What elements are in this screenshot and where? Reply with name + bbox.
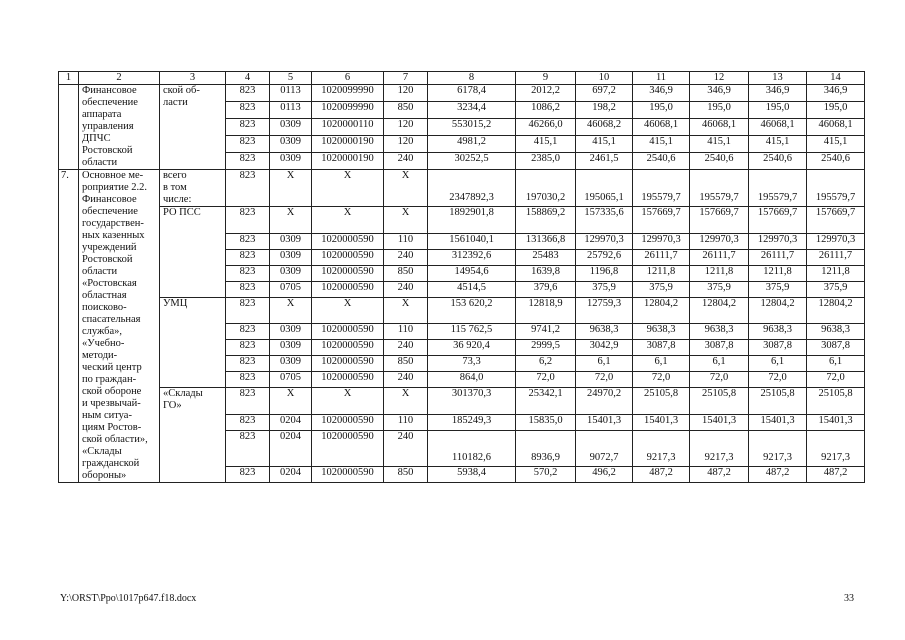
amount-2023-cell: 157669,7 bbox=[749, 207, 807, 234]
amount-2021-cell: 26111,7 bbox=[633, 249, 690, 265]
amount-2024-cell: 415,1 bbox=[807, 136, 865, 153]
column-number-header: 3 bbox=[160, 72, 226, 85]
ministry-code-cell: 823 bbox=[226, 136, 270, 153]
column-number-header: 13 bbox=[749, 72, 807, 85]
amount-2024-cell: 72,0 bbox=[807, 372, 865, 388]
page-number: 33 bbox=[844, 593, 854, 604]
amount-2022-cell: 1211,8 bbox=[690, 265, 749, 281]
total-amount-cell: 6178,4 bbox=[428, 85, 516, 102]
ministry-code-cell: 823 bbox=[226, 297, 270, 324]
amount-2024-cell: 46068,1 bbox=[807, 119, 865, 136]
amount-2021-cell: 375,9 bbox=[633, 281, 690, 297]
expense-type-cell: 240 bbox=[384, 153, 428, 170]
expense-type-cell: 120 bbox=[384, 136, 428, 153]
target-article-cell: 1020000590 bbox=[312, 233, 384, 249]
ministry-code-cell: 823 bbox=[226, 356, 270, 372]
expense-type-cell: 240 bbox=[384, 281, 428, 297]
total-amount-cell: 36 920,4 bbox=[428, 340, 516, 356]
amount-2020-cell: 1196,8 bbox=[576, 265, 633, 281]
total-amount-cell: 153 620,2 bbox=[428, 297, 516, 324]
total-amount-cell: 5938,4 bbox=[428, 467, 516, 483]
column-number-header: 8 bbox=[428, 72, 516, 85]
ministry-code-cell: 823 bbox=[226, 281, 270, 297]
executor-cell bbox=[160, 388, 226, 483]
amount-2022-cell: 46068,1 bbox=[690, 119, 749, 136]
column-number-header: 6 bbox=[312, 72, 384, 85]
expense-type-cell: 110 bbox=[384, 324, 428, 340]
amount-2019-cell: 6,2 bbox=[516, 356, 576, 372]
section-code-cell: 0204 bbox=[270, 467, 312, 483]
measure-name-line: государствен- bbox=[82, 218, 144, 229]
amount-2023-cell: 46068,1 bbox=[749, 119, 807, 136]
measure-name-line: Финансовое bbox=[82, 194, 137, 205]
expense-type-cell: Х bbox=[384, 170, 428, 207]
measure-name-line: аппарата bbox=[82, 109, 122, 120]
ministry-code-cell: 823 bbox=[226, 388, 270, 415]
column-number-header: 10 bbox=[576, 72, 633, 85]
section-code-cell: Х bbox=[270, 170, 312, 207]
section-code-cell: Х bbox=[270, 388, 312, 415]
amount-2020-cell: 2461,5 bbox=[576, 153, 633, 170]
amount-2023-cell: 195,0 bbox=[749, 102, 807, 119]
amount-2023-cell: 415,1 bbox=[749, 136, 807, 153]
measure-name-line: обороны» bbox=[82, 470, 127, 481]
executor-line: РО ПСС bbox=[163, 207, 201, 218]
amount-2021-cell: 1211,8 bbox=[633, 265, 690, 281]
measure-name-line: по граждан- bbox=[82, 374, 137, 385]
target-article-cell: Х bbox=[312, 170, 384, 207]
section-code-cell: Х bbox=[270, 207, 312, 234]
expense-type-cell: 110 bbox=[384, 415, 428, 431]
executor-line: ласти bbox=[163, 97, 188, 108]
amount-2019-cell: 9741,2 bbox=[516, 324, 576, 340]
ministry-code-cell: 823 bbox=[226, 85, 270, 102]
section-code-cell: 0309 bbox=[270, 324, 312, 340]
target-article-cell: Х bbox=[312, 207, 384, 234]
expense-type-cell: Х bbox=[384, 388, 428, 415]
executor-line: «Склады bbox=[163, 388, 203, 400]
table-row bbox=[59, 297, 865, 324]
measure-name-line: спасательная bbox=[82, 314, 141, 325]
amount-2019-cell: 46266,0 bbox=[516, 119, 576, 136]
amount-2024-cell: 129970,3 bbox=[807, 233, 865, 249]
amount-2024-cell: 1211,8 bbox=[807, 265, 865, 281]
target-article-cell: 1020000590 bbox=[312, 249, 384, 265]
expense-type-cell: Х bbox=[384, 297, 428, 324]
total-amount-cell: 110182,6 bbox=[428, 431, 516, 467]
amount-2022-cell: 25105,8 bbox=[690, 388, 749, 415]
amount-2024-cell: 15401,3 bbox=[807, 415, 865, 431]
total-amount-cell: 3234,4 bbox=[428, 102, 516, 119]
measure-name-line: обеспечение bbox=[82, 206, 138, 217]
executor-cell bbox=[160, 207, 226, 298]
ministry-code-cell: 823 bbox=[226, 324, 270, 340]
amount-2023-cell: 12804,2 bbox=[749, 297, 807, 324]
amount-2024-cell: 2540,6 bbox=[807, 153, 865, 170]
amount-2019-cell: 15835,0 bbox=[516, 415, 576, 431]
executor-line: числе: bbox=[163, 194, 192, 205]
amount-2020-cell: 415,1 bbox=[576, 136, 633, 153]
executor-cell bbox=[160, 297, 226, 388]
measure-name-line: «Ростовская bbox=[82, 278, 137, 289]
measure-name-line: области bbox=[82, 157, 118, 168]
column-number-header: 14 bbox=[807, 72, 865, 85]
target-article-cell: 1020000190 bbox=[312, 153, 384, 170]
ministry-code-cell: 823 bbox=[226, 340, 270, 356]
amount-2024-cell: 157669,7 bbox=[807, 207, 865, 234]
section-code-cell: 0309 bbox=[270, 249, 312, 265]
amount-2021-cell: 9217,3 bbox=[633, 431, 690, 467]
amount-2024-cell: 195,0 bbox=[807, 102, 865, 119]
amount-2022-cell: 195579,7 bbox=[690, 170, 749, 207]
column-number-header: 9 bbox=[516, 72, 576, 85]
amount-2019-cell: 158869,2 bbox=[516, 207, 576, 234]
total-amount-cell: 301370,3 bbox=[428, 388, 516, 415]
target-article-cell: Х bbox=[312, 388, 384, 415]
section-code-cell: 0309 bbox=[270, 265, 312, 281]
target-article-cell: Х bbox=[312, 297, 384, 324]
amount-2021-cell: 195,0 bbox=[633, 102, 690, 119]
amount-2019-cell: 131366,8 bbox=[516, 233, 576, 249]
amount-2019-cell: 2999,5 bbox=[516, 340, 576, 356]
section-code-cell: 0705 bbox=[270, 372, 312, 388]
amount-2021-cell: 2540,6 bbox=[633, 153, 690, 170]
ministry-code-cell: 823 bbox=[226, 102, 270, 119]
executor-line: УМЦ bbox=[163, 297, 188, 309]
amount-2023-cell: 129970,3 bbox=[749, 233, 807, 249]
amount-2024-cell: 375,9 bbox=[807, 281, 865, 297]
total-amount-cell: 4514,5 bbox=[428, 281, 516, 297]
measure-name-line: ской обороне bbox=[82, 386, 142, 397]
amount-2021-cell: 195579,7 bbox=[633, 170, 690, 207]
amount-2022-cell: 415,1 bbox=[690, 136, 749, 153]
amount-2019-cell: 25483 bbox=[516, 249, 576, 265]
measure-name-line: Основное ме- bbox=[82, 170, 144, 181]
measure-name-line: ДПЧС bbox=[82, 133, 111, 144]
amount-2019-cell: 379,6 bbox=[516, 281, 576, 297]
section-code-cell: Х bbox=[270, 297, 312, 324]
amount-2019-cell: 12818,9 bbox=[516, 297, 576, 324]
amount-2023-cell: 26111,7 bbox=[749, 249, 807, 265]
amount-2023-cell: 346,9 bbox=[749, 85, 807, 102]
footer-file-path: Y:\ORST\Ppo\1017p647.f18.docx bbox=[60, 593, 197, 604]
amount-2024-cell: 9638,3 bbox=[807, 324, 865, 340]
amount-2020-cell: 25792,6 bbox=[576, 249, 633, 265]
amount-2023-cell: 3087,8 bbox=[749, 340, 807, 356]
amount-2019-cell: 2012,2 bbox=[516, 85, 576, 102]
expense-type-cell: 240 bbox=[384, 372, 428, 388]
measure-name-line: методи- bbox=[82, 350, 118, 361]
total-amount-cell: 4981,2 bbox=[428, 136, 516, 153]
amount-2022-cell: 195,0 bbox=[690, 102, 749, 119]
amount-2020-cell: 129970,3 bbox=[576, 233, 633, 249]
target-article-cell: 1020099990 bbox=[312, 102, 384, 119]
budget-table bbox=[58, 71, 865, 483]
column-number-header: 1 bbox=[59, 72, 79, 85]
ministry-code-cell: 823 bbox=[226, 233, 270, 249]
column-number-header: 12 bbox=[690, 72, 749, 85]
amount-2020-cell: 496,2 bbox=[576, 467, 633, 483]
target-article-cell: 1020000590 bbox=[312, 431, 384, 467]
total-amount-cell: 115 762,5 bbox=[428, 324, 516, 340]
amount-2019-cell: 197030,2 bbox=[516, 170, 576, 207]
table-row bbox=[59, 85, 865, 102]
expense-type-cell: 110 bbox=[384, 233, 428, 249]
target-article-cell: 1020000590 bbox=[312, 324, 384, 340]
amount-2020-cell: 157335,6 bbox=[576, 207, 633, 234]
amount-2023-cell: 25105,8 bbox=[749, 388, 807, 415]
measure-name-line: гражданской bbox=[82, 458, 140, 469]
amount-2021-cell: 46068,1 bbox=[633, 119, 690, 136]
expense-type-cell: 240 bbox=[384, 431, 428, 467]
amount-2024-cell: 26111,7 bbox=[807, 249, 865, 265]
ministry-code-cell: 823 bbox=[226, 415, 270, 431]
expense-type-cell: Х bbox=[384, 207, 428, 234]
expense-type-cell: 850 bbox=[384, 467, 428, 483]
target-article-cell: 1020000590 bbox=[312, 467, 384, 483]
expense-type-cell: 240 bbox=[384, 340, 428, 356]
amount-2021-cell: 129970,3 bbox=[633, 233, 690, 249]
amount-2019-cell: 25342,1 bbox=[516, 388, 576, 415]
amount-2019-cell: 1086,2 bbox=[516, 102, 576, 119]
amount-2019-cell: 2385,0 bbox=[516, 153, 576, 170]
amount-2021-cell: 3087,8 bbox=[633, 340, 690, 356]
executor-line: ской об- bbox=[163, 85, 200, 96]
total-amount-cell: 185249,3 bbox=[428, 415, 516, 431]
measure-name-line: и чрезвычай- bbox=[82, 398, 141, 409]
header-row bbox=[59, 72, 865, 85]
measure-name-line: учреждений bbox=[82, 242, 137, 253]
total-amount-cell: 2347892,3 bbox=[428, 170, 516, 207]
expense-type-cell: 120 bbox=[384, 119, 428, 136]
amount-2019-cell: 8936,9 bbox=[516, 431, 576, 467]
amount-2023-cell: 2540,6 bbox=[749, 153, 807, 170]
amount-2021-cell: 12804,2 bbox=[633, 297, 690, 324]
expense-type-cell: 240 bbox=[384, 249, 428, 265]
section-code-cell: 0309 bbox=[270, 119, 312, 136]
measure-name-line: служба», bbox=[82, 326, 123, 337]
target-article-cell: 1020000590 bbox=[312, 415, 384, 431]
amount-2021-cell: 9638,3 bbox=[633, 324, 690, 340]
executor-cell bbox=[160, 85, 226, 170]
expense-type-cell: 850 bbox=[384, 356, 428, 372]
amount-2024-cell: 3087,8 bbox=[807, 340, 865, 356]
amount-2023-cell: 15401,3 bbox=[749, 415, 807, 431]
target-article-cell: 1020000190 bbox=[312, 136, 384, 153]
measure-name-line: циям Ростов- bbox=[82, 422, 142, 433]
amount-2020-cell: 375,9 bbox=[576, 281, 633, 297]
section-code-cell: 0113 bbox=[270, 102, 312, 119]
measure-name-cell bbox=[79, 85, 160, 170]
executor-cell bbox=[160, 170, 226, 207]
target-article-cell: 1020000590 bbox=[312, 281, 384, 297]
amount-2022-cell: 3087,8 bbox=[690, 340, 749, 356]
amount-2020-cell: 198,2 bbox=[576, 102, 633, 119]
amount-2019-cell: 415,1 bbox=[516, 136, 576, 153]
amount-2020-cell: 15401,3 bbox=[576, 415, 633, 431]
amount-2020-cell: 9638,3 bbox=[576, 324, 633, 340]
amount-2020-cell: 46068,2 bbox=[576, 119, 633, 136]
amount-2023-cell: 72,0 bbox=[749, 372, 807, 388]
measure-name-line: ской области», bbox=[82, 434, 148, 445]
amount-2024-cell: 346,9 bbox=[807, 85, 865, 102]
ministry-code-cell: 823 bbox=[226, 372, 270, 388]
column-number-header: 7 bbox=[384, 72, 428, 85]
amount-2022-cell: 9638,3 bbox=[690, 324, 749, 340]
amount-2020-cell: 3042,9 bbox=[576, 340, 633, 356]
measure-name-line: роприятие 2.2. bbox=[82, 182, 148, 193]
target-article-cell: 1020000110 bbox=[312, 119, 384, 136]
total-amount-cell: 73,3 bbox=[428, 356, 516, 372]
target-article-cell: 1020000590 bbox=[312, 372, 384, 388]
amount-2024-cell: 6,1 bbox=[807, 356, 865, 372]
amount-2020-cell: 195065,1 bbox=[576, 170, 633, 207]
amount-2023-cell: 9638,3 bbox=[749, 324, 807, 340]
total-amount-cell: 30252,5 bbox=[428, 153, 516, 170]
amount-2020-cell: 9072,7 bbox=[576, 431, 633, 467]
table-row bbox=[59, 170, 865, 207]
amount-2023-cell: 487,2 bbox=[749, 467, 807, 483]
measure-name-line: ческий центр bbox=[82, 362, 142, 373]
measure-name-line: Финансовое bbox=[82, 85, 137, 96]
total-amount-cell: 1892901,8 bbox=[428, 207, 516, 234]
ministry-code-cell: 823 bbox=[226, 119, 270, 136]
section-code-cell: 0309 bbox=[270, 340, 312, 356]
ministry-code-cell: 823 bbox=[226, 431, 270, 467]
ministry-code-cell: 823 bbox=[226, 467, 270, 483]
measure-name-line: «Склады bbox=[82, 446, 122, 457]
column-number-header: 11 bbox=[633, 72, 690, 85]
section-code-cell: 0309 bbox=[270, 356, 312, 372]
amount-2022-cell: 346,9 bbox=[690, 85, 749, 102]
amount-2020-cell: 72,0 bbox=[576, 372, 633, 388]
amount-2024-cell: 195579,7 bbox=[807, 170, 865, 207]
section-code-cell: 0705 bbox=[270, 281, 312, 297]
executor-line: всего bbox=[163, 170, 187, 181]
total-amount-cell: 864,0 bbox=[428, 372, 516, 388]
amount-2023-cell: 6,1 bbox=[749, 356, 807, 372]
amount-2021-cell: 15401,3 bbox=[633, 415, 690, 431]
amount-2020-cell: 6,1 bbox=[576, 356, 633, 372]
ministry-code-cell: 823 bbox=[226, 207, 270, 234]
table-row bbox=[59, 388, 865, 415]
ministry-code-cell: 823 bbox=[226, 249, 270, 265]
table-row bbox=[59, 207, 865, 234]
ministry-code-cell: 823 bbox=[226, 265, 270, 281]
amount-2022-cell: 129970,3 bbox=[690, 233, 749, 249]
section-code-cell: 0309 bbox=[270, 153, 312, 170]
amount-2024-cell: 9217,3 bbox=[807, 431, 865, 467]
total-amount-cell: 1561040,1 bbox=[428, 233, 516, 249]
target-article-cell: 1020000590 bbox=[312, 340, 384, 356]
amount-2024-cell: 12804,2 bbox=[807, 297, 865, 324]
amount-2022-cell: 487,2 bbox=[690, 467, 749, 483]
measure-name-cell bbox=[79, 170, 160, 483]
target-article-cell: 1020000590 bbox=[312, 265, 384, 281]
table-body bbox=[59, 72, 865, 483]
target-article-cell: 1020099990 bbox=[312, 85, 384, 102]
amount-2023-cell: 1211,8 bbox=[749, 265, 807, 281]
measure-name-line: ным ситуа- bbox=[82, 410, 132, 421]
expense-type-cell: 850 bbox=[384, 265, 428, 281]
measure-name-line: обеспечение bbox=[82, 97, 138, 108]
amount-2021-cell: 72,0 bbox=[633, 372, 690, 388]
amount-2020-cell: 12759,3 bbox=[576, 297, 633, 324]
expense-type-cell: 850 bbox=[384, 102, 428, 119]
amount-2021-cell: 415,1 bbox=[633, 136, 690, 153]
amount-2022-cell: 375,9 bbox=[690, 281, 749, 297]
amount-2019-cell: 72,0 bbox=[516, 372, 576, 388]
row-number-cell bbox=[59, 85, 79, 170]
amount-2024-cell: 25105,8 bbox=[807, 388, 865, 415]
target-article-cell: 1020000590 bbox=[312, 356, 384, 372]
amount-2023-cell: 375,9 bbox=[749, 281, 807, 297]
amount-2022-cell: 6,1 bbox=[690, 356, 749, 372]
section-code-cell: 0204 bbox=[270, 415, 312, 431]
amount-2022-cell: 72,0 bbox=[690, 372, 749, 388]
amount-2021-cell: 25105,8 bbox=[633, 388, 690, 415]
ministry-code-cell: 823 bbox=[226, 170, 270, 207]
measure-name-line: Ростовской bbox=[82, 145, 133, 156]
expense-type-cell: 120 bbox=[384, 85, 428, 102]
amount-2021-cell: 346,9 bbox=[633, 85, 690, 102]
amount-2019-cell: 1639,8 bbox=[516, 265, 576, 281]
section-code-cell: 0309 bbox=[270, 233, 312, 249]
amount-2021-cell: 157669,7 bbox=[633, 207, 690, 234]
amount-2021-cell: 6,1 bbox=[633, 356, 690, 372]
column-number-header: 5 bbox=[270, 72, 312, 85]
executor-line: ГО» bbox=[163, 400, 182, 412]
amount-2022-cell: 2540,6 bbox=[690, 153, 749, 170]
section-code-cell: 0113 bbox=[270, 85, 312, 102]
amount-2022-cell: 157669,7 bbox=[690, 207, 749, 234]
executor-line: в том bbox=[163, 182, 187, 193]
column-number-header: 4 bbox=[226, 72, 270, 85]
section-code-cell: 0309 bbox=[270, 136, 312, 153]
measure-name-line: Ростовской bbox=[82, 254, 133, 265]
column-number-header: 2 bbox=[79, 72, 160, 85]
amount-2020-cell: 697,2 bbox=[576, 85, 633, 102]
amount-2020-cell: 24970,2 bbox=[576, 388, 633, 415]
row-number-cell: 7. bbox=[59, 170, 79, 483]
amount-2023-cell: 9217,3 bbox=[749, 431, 807, 467]
amount-2023-cell: 195579,7 bbox=[749, 170, 807, 207]
amount-2024-cell: 487,2 bbox=[807, 467, 865, 483]
amount-2022-cell: 26111,7 bbox=[690, 249, 749, 265]
amount-2021-cell: 487,2 bbox=[633, 467, 690, 483]
amount-2022-cell: 15401,3 bbox=[690, 415, 749, 431]
amount-2022-cell: 9217,3 bbox=[690, 431, 749, 467]
measure-name-line: ных казенных bbox=[82, 230, 145, 241]
amount-2019-cell: 570,2 bbox=[516, 467, 576, 483]
amount-2022-cell: 12804,2 bbox=[690, 297, 749, 324]
section-code-cell: 0204 bbox=[270, 431, 312, 467]
total-amount-cell: 553015,2 bbox=[428, 119, 516, 136]
measure-name-line: области bbox=[82, 266, 118, 277]
total-amount-cell: 312392,6 bbox=[428, 249, 516, 265]
total-amount-cell: 14954,6 bbox=[428, 265, 516, 281]
ministry-code-cell: 823 bbox=[226, 153, 270, 170]
measure-name-line: областная bbox=[82, 290, 127, 301]
measure-name-line: управления bbox=[82, 121, 134, 132]
measure-name-line: «Учебно- bbox=[82, 338, 125, 349]
measure-name-line: поисково- bbox=[82, 302, 127, 313]
